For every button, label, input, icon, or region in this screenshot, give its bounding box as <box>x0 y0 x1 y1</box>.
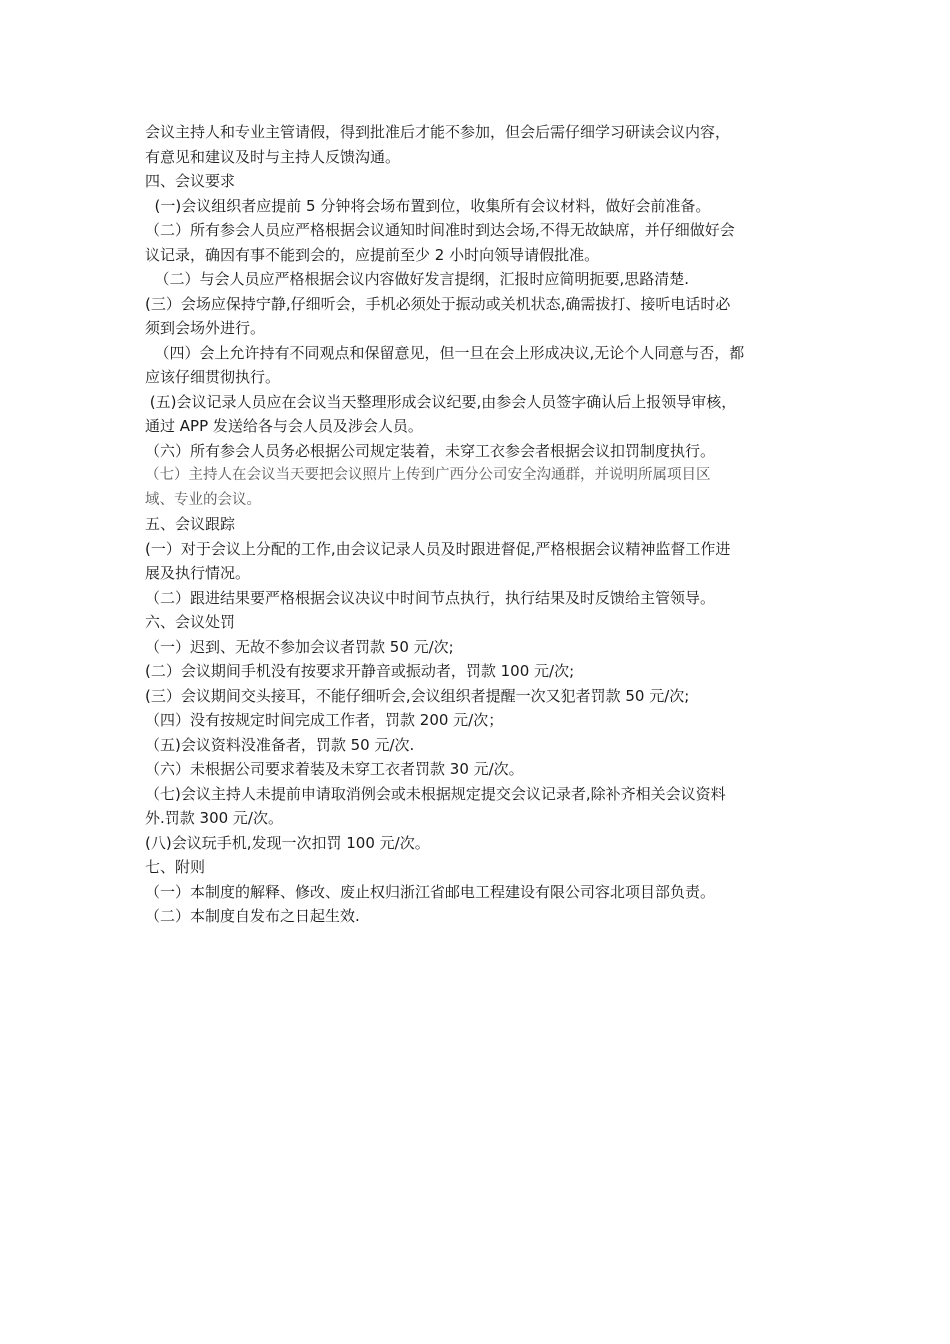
text-line: （六）未根据公司要求着装及未穿工衣者罚款 30 元/次。 <box>145 760 524 778</box>
section-heading: 六、会议处罚 <box>145 613 236 631</box>
text-line: （二）本制度自发布之日起生效. <box>145 907 360 925</box>
text-line: 议记录，确因有事不能到会的，应提前至少 2 小时向领导请假批准。 <box>145 245 600 264</box>
text-line: (八)会议玩手机,发现一次扣罚 100 元/次。 <box>145 833 430 852</box>
text-line: 会议主持人和专业主管请假，得到批准后才能不参加，但会后需仔细学习研读会议内容， <box>145 123 731 141</box>
text-line: 外.罚款 300 元/次。 <box>145 809 283 827</box>
text-line: (一)会议组织者应提前 5 分钟将会场布置到位，收集所有会议材料，做好会前准备。 <box>145 196 711 215</box>
text-line: 通过 APP 发送给各与会人员及涉会人员。 <box>145 417 423 435</box>
text-line: （二）与会人员应严格根据会议内容做好发言提纲，汇报时应简明扼要,思路清楚. <box>145 270 690 288</box>
text-line: （六）所有参会人员务必根据公司规定装着，未穿工衣参会者根据会议扣罚制度执行。 <box>145 441 716 460</box>
text-line: （一）迟到、无故不参加会议者罚款 50 元/次; <box>145 637 454 656</box>
text-line: （二）跟进结果要严格根据会议决议中时间节点执行，执行结果及时反馈给主管领导。 <box>145 588 716 607</box>
text-line: (二）会议期间手机没有按要求开静音或振动者，罚款 100 元/次; <box>145 662 575 680</box>
text-line: (三）会议期间交头接耳，不能仔细听会,会议组织者提醒一次又犯者罚款 50 元/次; <box>145 686 690 705</box>
text-line: （七）主持人在会议当天要把会议照片上传到广西分公司安全沟通群，并说明所属项目区 <box>145 467 711 483</box>
text-line: （四）会上允许持有不同观点和保留意见，但一旦在会上形成决议,无论个人同意与否，都 <box>145 343 745 362</box>
text-line: （五)会议资料没准备者，罚款 50 元/次. <box>145 735 415 754</box>
text-line: 有意见和建议及时与主持人反馈沟通。 <box>145 147 401 166</box>
text-line: (三）会场应保持宁静,仔细听会，手机必须处于振动或关机状态,确需拔打、接听电话时必 <box>145 294 731 313</box>
text-line: （二）所有参会人员应严格根据会议通知时间准时到达会场,不得无故缺席，并仔细做好会 <box>145 221 735 239</box>
text-line: 须到会场外进行。 <box>145 319 266 337</box>
text-line: 展及执行情况。 <box>145 564 251 582</box>
section-heading: 四、会议要求 <box>145 172 236 190</box>
text-line: 应该仔细贯彻执行。 <box>145 368 281 386</box>
section-heading: 五、会议跟踪 <box>145 515 236 533</box>
document-body <box>145 120 815 929</box>
text-line: （七)会议主持人未提前申请取消例会或未根据规定提交会议记录者,除补齐相关会议资料 <box>145 784 726 803</box>
section-heading: 七、附则 <box>145 858 206 876</box>
text-line: （一）本制度的解释、修改、废止权归浙江省邮电工程建设有限公司容北项目部负责。 <box>145 882 716 901</box>
text-line: (五)会议记录人员应在会议当天整理形成会议纪要,由参会人员签字确认后上报领导审核， <box>145 392 737 411</box>
text-line: （四）没有按规定时间完成工作者，罚款 200 元/次； <box>145 711 504 729</box>
text-line: (一）对于会议上分配的工作,由会议记录人员及时跟进督促,严格根据会议精神监督工作进 <box>145 539 731 558</box>
text-line: 域、专业的会议。 <box>145 491 261 508</box>
